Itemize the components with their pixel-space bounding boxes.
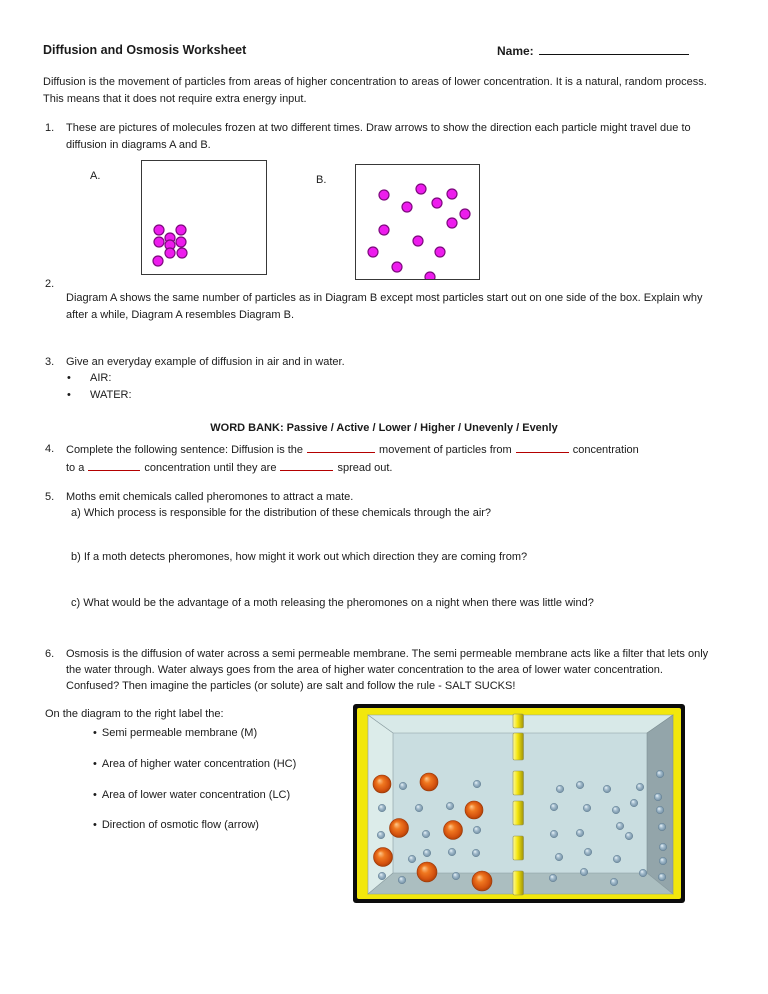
bullet-icon: •	[93, 819, 97, 831]
q3-air-label: AIR:	[90, 372, 112, 384]
page-title: Diffusion and Osmosis Worksheet	[43, 43, 247, 57]
q4-sentence	[66, 441, 728, 477]
q4-number: 4.	[45, 443, 55, 455]
q4-text-part: to a	[66, 462, 85, 474]
q2-number: 2.	[45, 278, 55, 290]
diagram-a-box[interactable]	[141, 160, 267, 275]
diagram-a-label: A.	[90, 170, 101, 182]
bullet-icon: •	[93, 727, 97, 739]
q2-text: Diagram A shows the same number of particles as in Diagram B except most particles start out on one side of the box. Explain why after a while, Diagram A resembles Diagram B.	[66, 292, 703, 321]
label-text: Direction of osmotic flow (arrow)	[101, 819, 259, 831]
word-bank: WORD BANK: Passive / Active / Lower / Higher / Unevenly / Evenly	[210, 422, 558, 434]
q5-number: 5.	[45, 491, 55, 503]
bullet-icon: •	[93, 758, 97, 770]
label-item-membrane	[93, 725, 257, 742]
q5-part-b: b) If a moth detects pheromones, how might it work out which direction they are coming from?	[71, 551, 528, 563]
q4-blank-2[interactable]	[516, 441, 569, 453]
label-text: Semi permeable membrane (M)	[101, 727, 258, 739]
label-instruction: On the diagram to the right label the:	[45, 708, 224, 720]
q3-text: Give an everyday example of diffusion in air and in water.	[66, 356, 345, 368]
q1-text: These are pictures of molecules frozen at two different times. Draw arrows to show the direction each particle might travel due to diffusion in diagrams A and B.	[66, 122, 691, 151]
q4-text-part: concentration	[572, 444, 639, 456]
intro-paragraph: Diffusion is the movement of particles from areas of higher concentration to areas of lower concentration. It is a natural, random process. This means that it does not require extra energy input.	[43, 76, 707, 105]
diagram-a-particles	[142, 161, 266, 274]
tank-right-wall	[647, 715, 673, 894]
diagram-b-particles	[356, 165, 479, 279]
diagram-b-box[interactable]	[355, 164, 480, 280]
q4-text-part: concentration until they are	[144, 462, 277, 474]
q4-blank-1[interactable]	[307, 441, 375, 453]
q4-blank-3[interactable]	[88, 459, 140, 471]
q3-bullet-air	[67, 370, 112, 387]
bullet-icon: •	[67, 389, 71, 401]
q4-text-part: Complete the following sentence: Diffusion is the	[66, 444, 304, 456]
name-label: Name:	[497, 44, 534, 58]
q5-text: Moths emit chemicals called pheromones to attract a mate.	[66, 491, 354, 503]
label-text: Area of lower water concentration (LC)	[101, 789, 291, 801]
q3-water-label: WATER:	[90, 389, 132, 401]
label-item-higher-concentration	[93, 756, 296, 773]
q6-number: 6.	[45, 648, 55, 660]
name-blank-line[interactable]	[539, 42, 689, 55]
label-item-osmotic-flow	[93, 817, 259, 834]
q6-text: Osmosis is the diffusion of water across a semi permeable membrane. The semi permeable membrane acts like a filter that lets only the water through. Water always goes from the area of higher water concentration to the area of lower water concentration. Confused? Then imagine the particles (or solute) are salt and follow the rule - SALT SUCKS!	[66, 648, 709, 692]
q3-bullet-water	[67, 387, 132, 404]
q5-part-c: c) What would be the advantage of a moth releasing the pheromones on a night when there was little wind?	[71, 597, 594, 609]
diagram-b-label: B.	[316, 174, 327, 186]
q3-number: 3.	[45, 356, 55, 368]
bullet-icon: •	[67, 372, 71, 384]
q4-text-part: movement of particles from	[379, 444, 512, 456]
label-text: Area of higher water concentration (HC)	[101, 758, 297, 770]
osmosis-tank-image	[353, 704, 685, 903]
q5-part-a: a) Which process is responsible for the distribution of these chemicals through the air?	[71, 507, 492, 519]
q4-text-part: spread out.	[337, 462, 393, 474]
q1-number: 1.	[45, 122, 55, 134]
bullet-icon: •	[93, 789, 97, 801]
name-field	[497, 42, 689, 61]
label-item-lower-concentration	[93, 787, 290, 804]
osmosis-tank-diagram[interactable]	[353, 704, 685, 909]
q4-blank-4[interactable]	[280, 459, 333, 471]
